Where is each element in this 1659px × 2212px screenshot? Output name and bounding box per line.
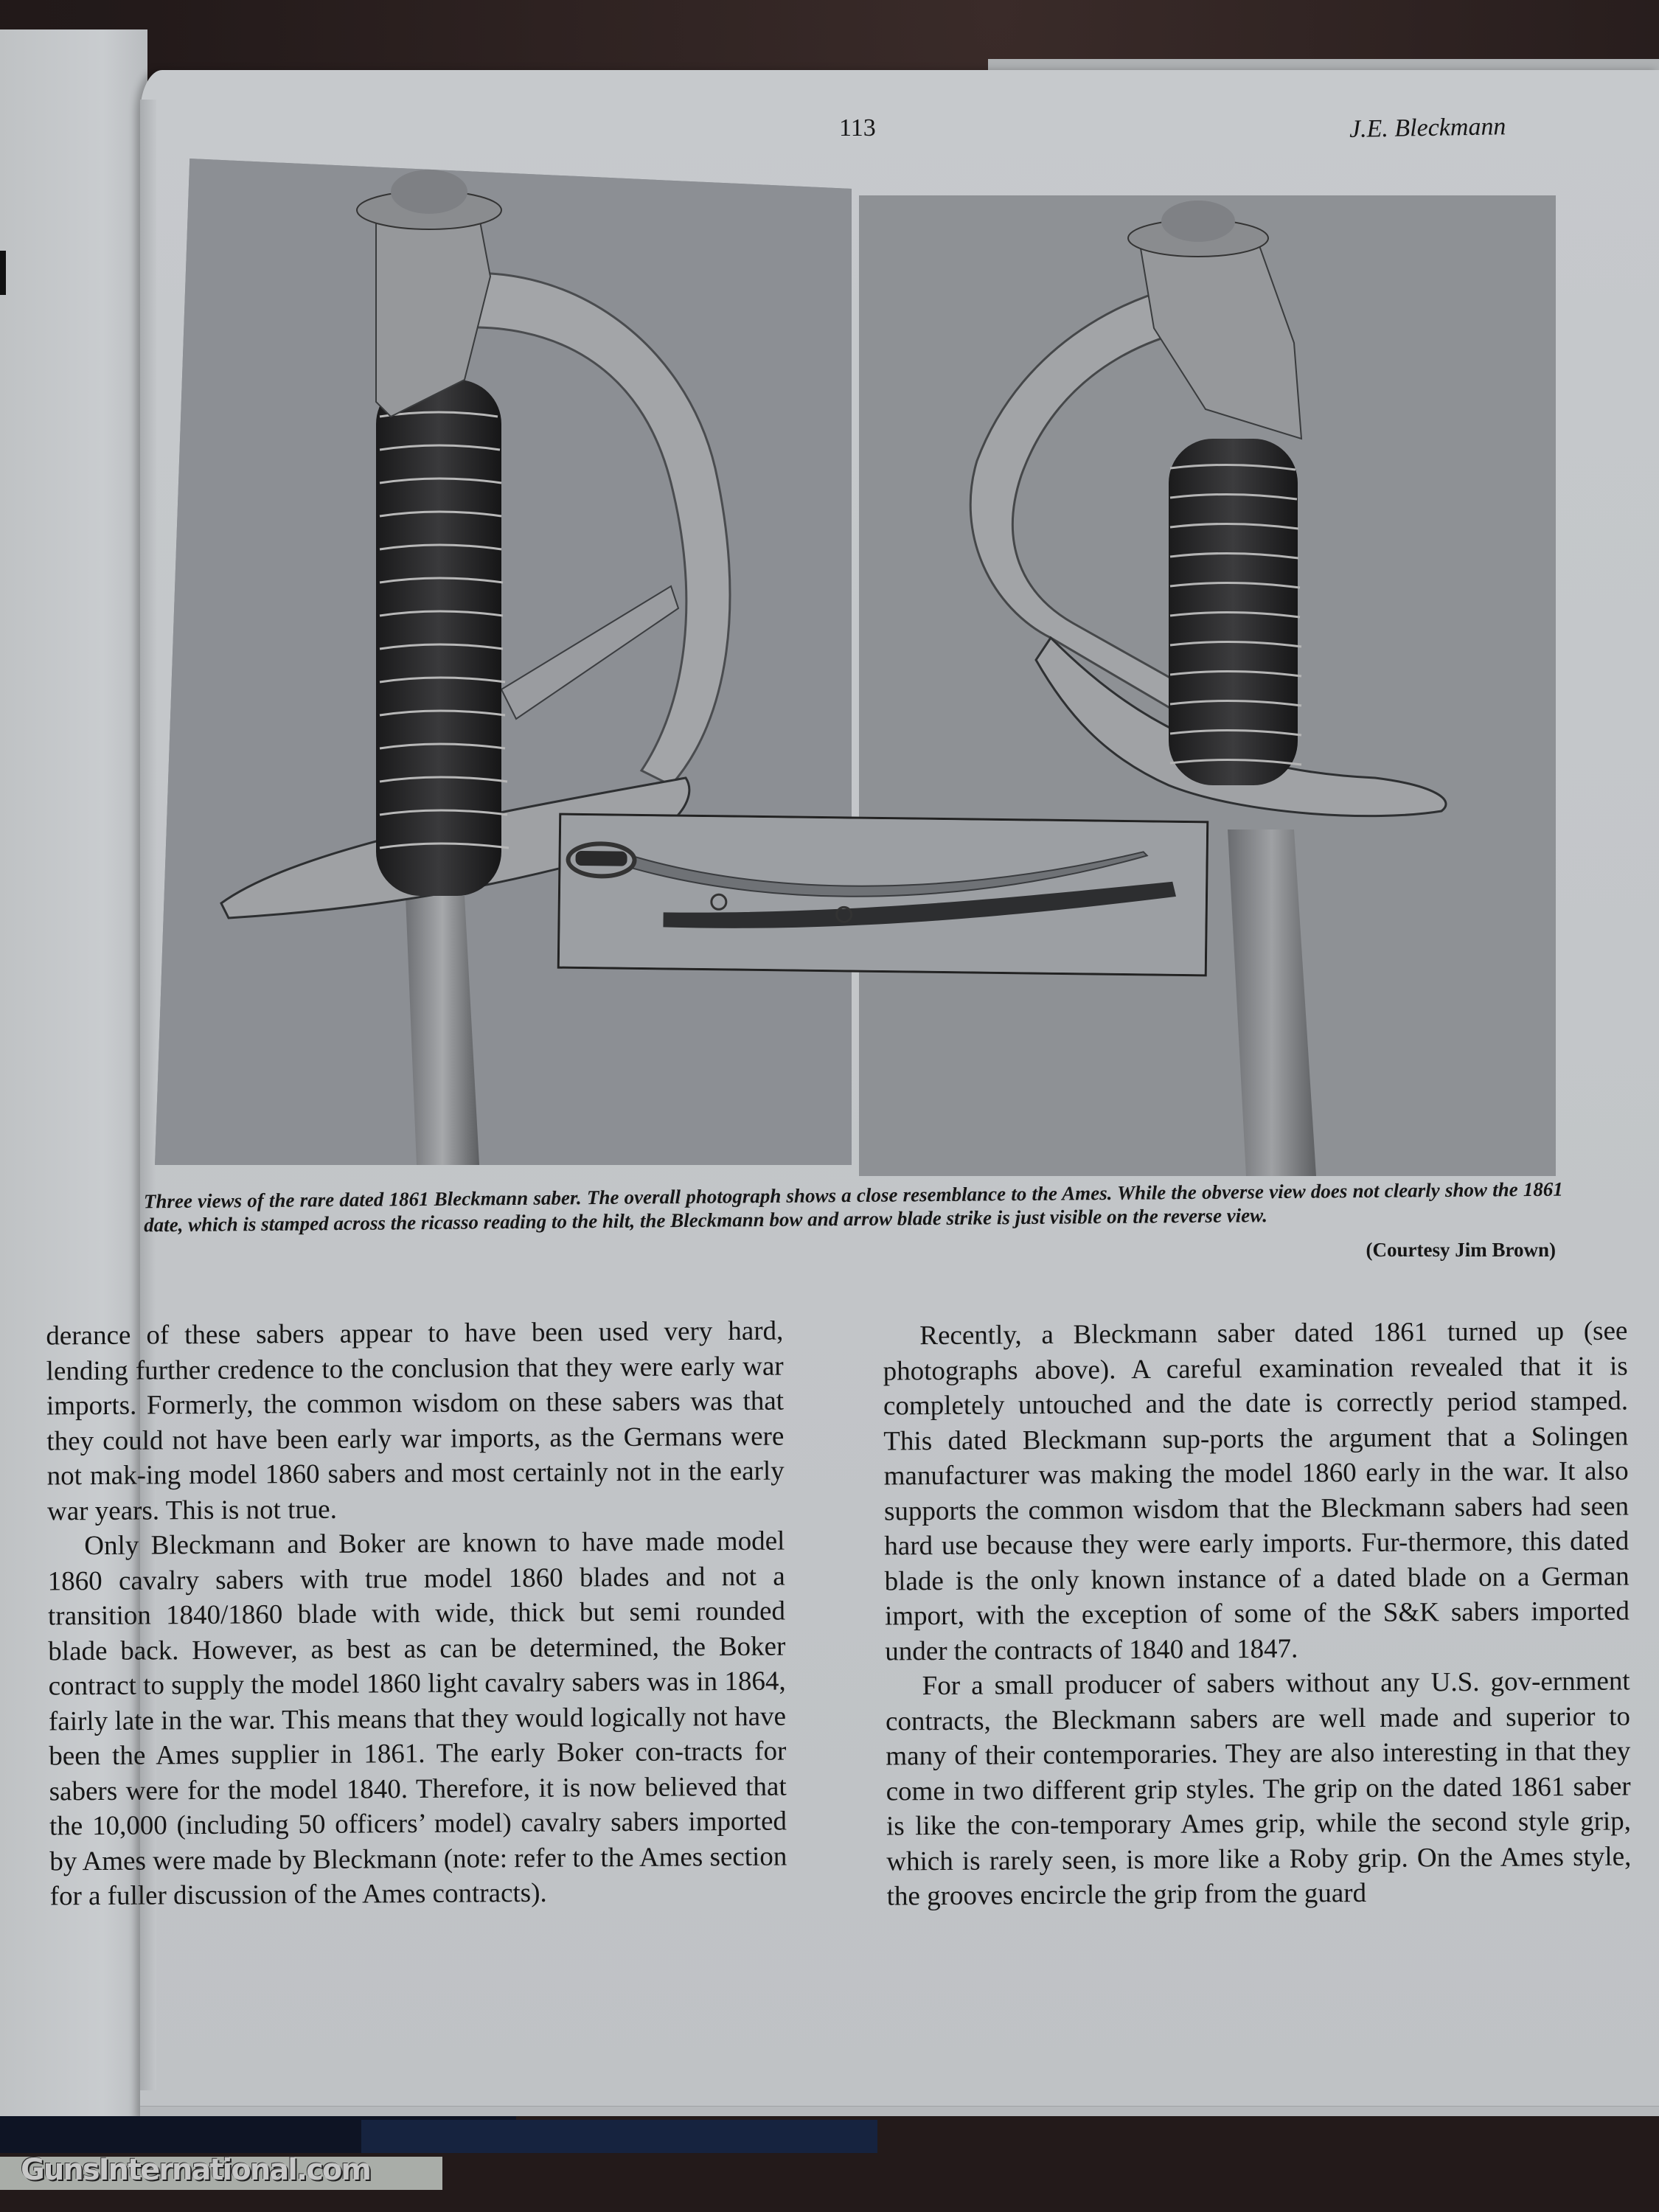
paragraph: Recently, a Bleckmann saber dated 1861 turned up (see photographs above). A careful examination revealed that it is completely untouched and the date is correctly period stamped. This dated Bleckmann sup-ports the argument that a Solingen manufacturer was making the model 1860 early in the war. It also supports the common wisdom that the Bleckmann sabers had seen hard use because they were early imports. Fur-thermore, this dated blade is the only known instance of a dated blade on a German import, with the exception of some of the S&K sabers imported under the contracts of 1840 and 1847.: [883, 1315, 1630, 1667]
obverse-hilt-photo: [155, 159, 852, 1165]
site-watermark: GunsInternational.com: [21, 2153, 370, 2187]
body-column-left: [46, 1314, 787, 1914]
left-page-mark: [0, 251, 6, 295]
saber-overall-drawing: [560, 815, 1206, 975]
figure-credit: (Courtesy Jim Brown): [1366, 1239, 1556, 1261]
figure-caption: Three views of the rare dated 1861 Bleckmann saber. The overall photograph shows a close resemblance to the Ames. While the obverse view does not clearly show the 1861 date, which is stamped across the ricasso reading to the hilt, the Bleckmann bow and arrow blade strike is just visible on the reverse view.: [143, 1178, 1563, 1237]
saber-obverse-drawing: [155, 159, 852, 1165]
reverse-hilt-photo: [859, 195, 1556, 1176]
paragraph: derance of these sabers appear to have been used very hard, lending further credence to the conclusion that they were early war imports. Formerly, the common wisdom on these sabers was that they could not have been early war imports, as the Germans were not mak-ing model 1860 sabers and most certainly not in the early war years. This is not true.: [46, 1315, 785, 1526]
overall-saber-photo: [557, 813, 1209, 977]
body-column-right: [883, 1313, 1632, 1914]
paragraph: Only Bleckmann and Boker are known to have made model 1860 cavalry sabers with true model 1860 blades and not a transition 1840/1860 blade with wide, thick but semi rounded blade back. However, as best as can be determined, the Boker contract to supply the model 1860 light cavalry sabers was in 1864, fairly late in the war. This means that they would logically not have been the Ames supplier in 1861. The early Boker con-tracts for sabers were for the model 1840. Therefore, it is now believed that the 10,000 (including 50 officers’ model) cavalry sabers imported by Ames were made by Bleckmann (note: refer to the Ames section for a fuller discussion of the Ames contracts).: [47, 1526, 787, 1912]
page-number: 113: [839, 114, 876, 142]
paragraph: For a small producer of sabers without any U.S. gov-ernment contracts, the Bleckmann sabers are well made and superior to many of their contemporaries. They are also interesting in that they come in two different grip styles. The grip on the dated 1861 saber is like the con-temporary Ames grip, while the second style grip, which is rarely seen, is more like a Roby grip. On the Ames style, the grooves encircle the grip from the guard: [885, 1666, 1632, 1912]
book-cover-blue: [361, 2120, 877, 2153]
book-page: [46, 70, 1659, 2120]
saber-reverse-drawing: [859, 195, 1556, 1176]
running-head: J.E. Bleckmann: [1349, 113, 1506, 143]
